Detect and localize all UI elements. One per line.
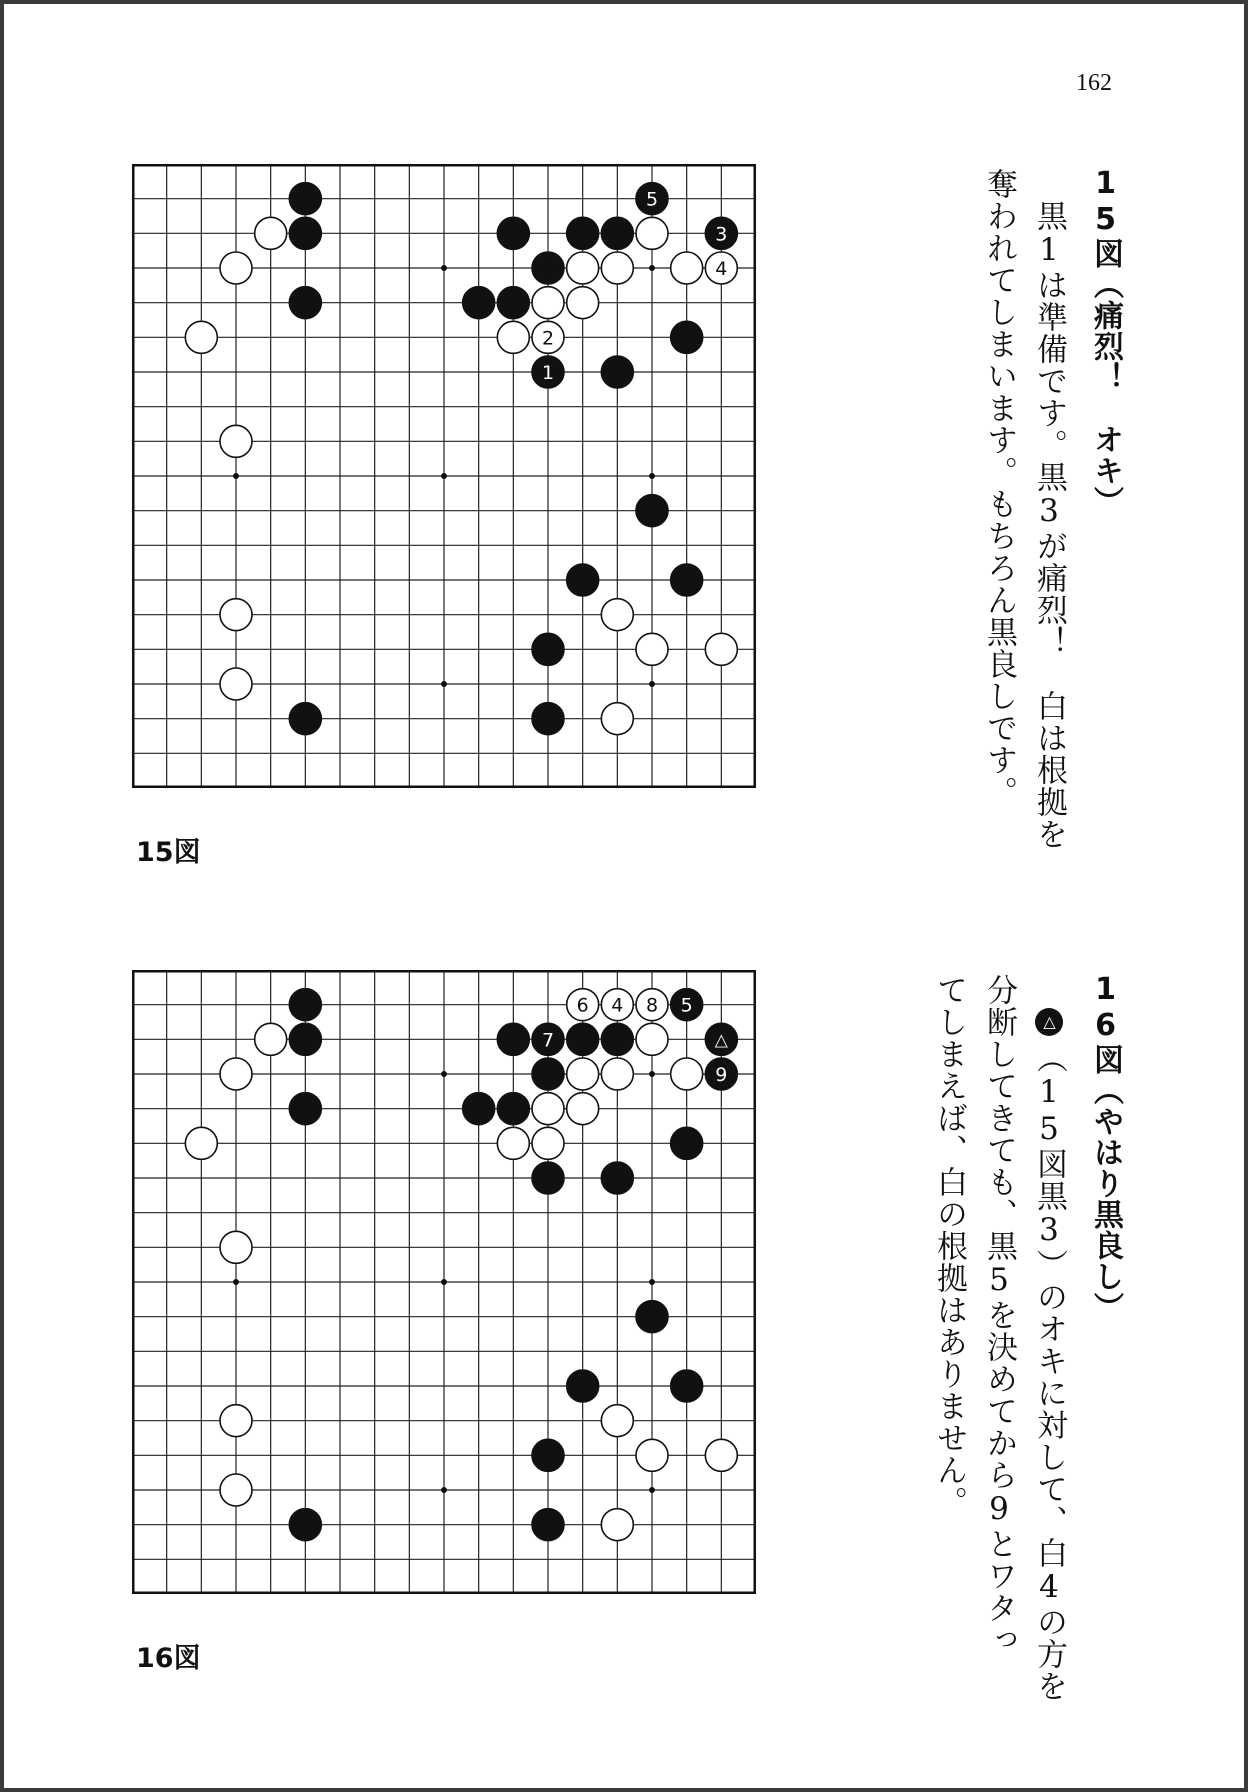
move-number: 2: [541, 327, 555, 350]
move-number: 1: [541, 362, 555, 384]
black-stone: [636, 183, 668, 215]
text16-line3: てしまえば、白の根拠はありません。: [931, 974, 967, 1518]
figure-caption-16: 16図: [136, 1643, 201, 1674]
white-stone: [532, 321, 564, 353]
move-number: 8: [645, 994, 659, 1017]
white-stone: [601, 1509, 633, 1541]
star-point: [233, 473, 239, 479]
black-stone: [601, 1023, 633, 1055]
black-stone: [289, 1023, 321, 1055]
white-stone: [705, 1439, 737, 1471]
white-stone: [636, 989, 668, 1021]
star-point: [649, 681, 655, 687]
white-stone: [220, 252, 252, 284]
white-stone: [185, 1127, 217, 1159]
star-point: [649, 265, 655, 271]
white-stone: [220, 1058, 252, 1090]
white-stone: [601, 599, 633, 631]
white-stone: [601, 989, 633, 1021]
black-stone: [601, 217, 633, 249]
black-stone: [532, 633, 564, 665]
black-stone: [671, 321, 703, 353]
white-stone: [567, 989, 599, 1021]
black-stone: [636, 495, 668, 527]
heading-16: 16図（やはり黒良し）: [1088, 972, 1123, 1323]
go-board-15: [132, 164, 756, 788]
black-stone: [463, 287, 495, 319]
white-stone: [532, 287, 564, 319]
figure-caption-15: 15図: [136, 837, 201, 868]
move-number: △: [714, 1030, 728, 1051]
white-stone: [220, 1474, 252, 1506]
black-stone: [671, 989, 703, 1021]
white-stone: [601, 252, 633, 284]
white-stone: [220, 668, 252, 700]
text15-line1: 黒1は準備です。黒3が痛烈！ 白は根拠を: [1031, 200, 1067, 850]
white-stone: [497, 321, 529, 353]
white-stone: [705, 633, 737, 665]
black-stone: [497, 1093, 529, 1125]
white-stone: [671, 252, 703, 284]
black-stone: [671, 1127, 703, 1159]
move-number: 4: [715, 258, 728, 280]
white-stone: [567, 252, 599, 284]
star-point: [441, 1279, 447, 1285]
heading-15: 15図（痛烈！ オキ）: [1088, 166, 1123, 517]
black-stone: [289, 703, 321, 735]
white-stone: [671, 1058, 703, 1090]
white-stone: [220, 1405, 252, 1437]
black-stone: [289, 217, 321, 249]
white-stone: [255, 217, 287, 249]
black-stone: [289, 1509, 321, 1541]
text16-line2: 分断してきても、黒5を決めてから9とワタっ: [981, 974, 1017, 1656]
black-stone: [705, 1023, 737, 1055]
move-number: 5: [680, 994, 693, 1017]
black-stone: [532, 703, 564, 735]
white-stone: [601, 1058, 633, 1090]
black-stone: [601, 356, 633, 388]
move-number: 4: [611, 994, 624, 1017]
move-number: 3: [715, 223, 728, 246]
white-stone: [255, 1023, 287, 1055]
white-stone: [532, 1127, 564, 1159]
star-point: [441, 681, 447, 687]
black-stone: [671, 564, 703, 596]
move-number: 7: [541, 1029, 555, 1052]
black-stone: [497, 1023, 529, 1055]
white-stone: [532, 1093, 564, 1125]
star-point: [441, 473, 447, 479]
star-point: [441, 1071, 447, 1077]
black-stone: [463, 1093, 495, 1125]
white-stone: [567, 1058, 599, 1090]
black-stone: [705, 217, 737, 249]
white-stone: [636, 1439, 668, 1471]
text15-line2: 奪われてしまいます。もちろん黒良しです。: [981, 168, 1017, 808]
white-stone: [705, 252, 737, 284]
triangle-marked-stone-icon: △: [1035, 1008, 1063, 1036]
white-stone: [636, 1023, 668, 1055]
star-point: [649, 1279, 655, 1285]
star-point: [233, 1279, 239, 1285]
black-stone: [567, 217, 599, 249]
black-stone: [567, 1023, 599, 1055]
white-stone: [185, 321, 217, 353]
white-stone: [567, 1093, 599, 1125]
white-stone: [636, 633, 668, 665]
black-stone: [532, 356, 564, 388]
move-number: 5: [645, 188, 659, 211]
black-stone: [532, 1439, 564, 1471]
star-point: [441, 1487, 447, 1493]
black-stone: [289, 287, 321, 319]
white-stone: [601, 1405, 633, 1437]
white-stone: [220, 1231, 252, 1263]
move-number: 6: [576, 994, 589, 1017]
star-point: [649, 1071, 655, 1077]
text16-line1: [1030, 1006, 1068, 1702]
star-point: [649, 473, 655, 479]
text16-line1-body: （15図黒3）のオキに対して、白4の方を: [1031, 1042, 1067, 1702]
move-number: 9: [715, 1064, 728, 1086]
black-stone: [497, 217, 529, 249]
white-stone: [601, 703, 633, 735]
go-board-16: [132, 970, 756, 1594]
star-point: [441, 265, 447, 271]
black-stone: [497, 287, 529, 319]
white-stone: [220, 599, 252, 631]
black-stone: [671, 1370, 703, 1402]
white-stone: [636, 217, 668, 249]
black-stone: [289, 1093, 321, 1125]
black-stone: [705, 1058, 737, 1090]
black-stone: [601, 1162, 633, 1194]
star-point: [649, 1487, 655, 1493]
black-stone: [532, 1058, 564, 1090]
black-stone: [636, 1301, 668, 1333]
black-stone: [289, 989, 321, 1021]
black-stone: [289, 183, 321, 215]
page-number: 162: [1076, 70, 1112, 96]
black-stone: [567, 564, 599, 596]
black-stone: [567, 1370, 599, 1402]
black-stone: [532, 1023, 564, 1055]
white-stone: [497, 1127, 529, 1159]
white-stone: [567, 287, 599, 319]
black-stone: [532, 252, 564, 284]
white-stone: [220, 425, 252, 457]
black-stone: [532, 1509, 564, 1541]
black-stone: [532, 1162, 564, 1194]
